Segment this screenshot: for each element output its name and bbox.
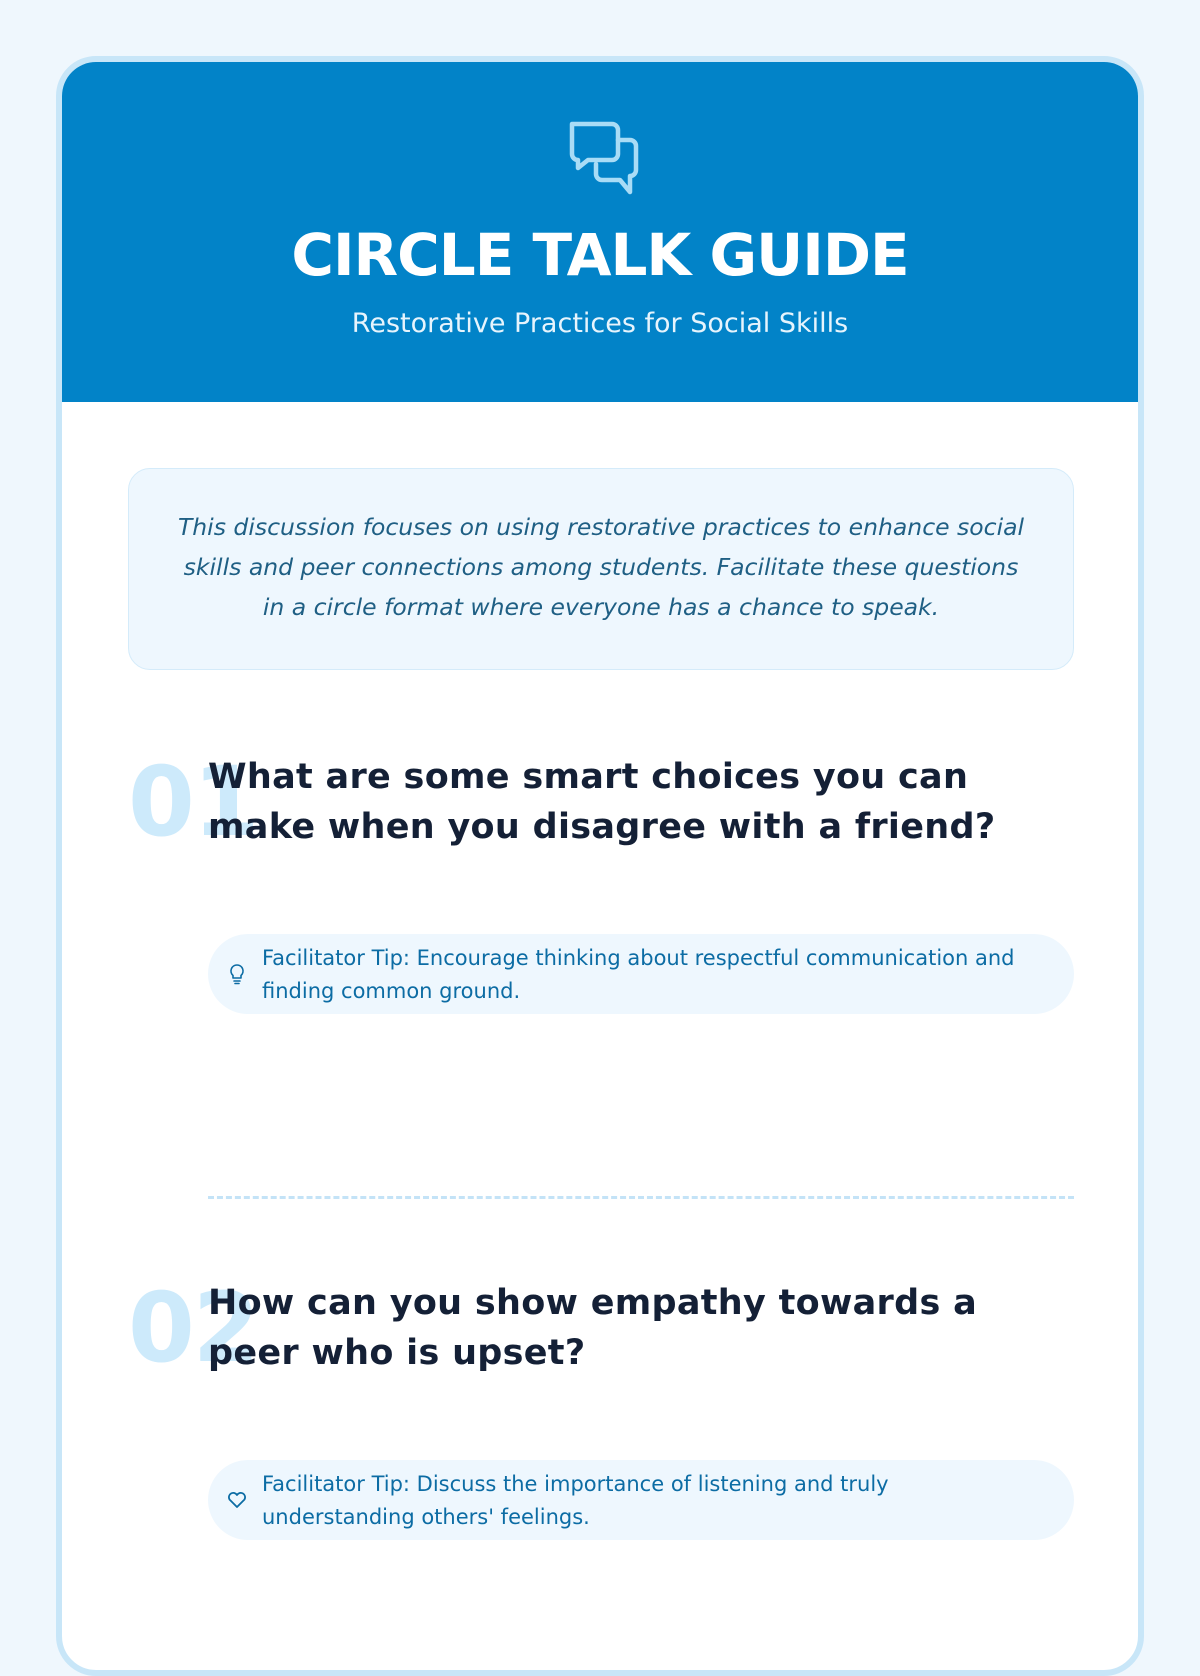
- page-title: CIRCLE TALK GUIDE: [291, 221, 909, 289]
- facilitator-tip: [208, 934, 1074, 1014]
- question-number: 02: [128, 1272, 258, 1384]
- question-text: What are some smart choices you can make when you disagree with a friend?: [208, 757, 996, 847]
- guide-card: [56, 56, 1144, 1676]
- heart-icon: [226, 1488, 248, 1512]
- intro-text: This discussion focuses on using restorative practices to enhance social skills and peer connections among students. Facilitate these questions in a circle format where everyone has a chance to speak.: [177, 513, 1025, 621]
- tip-text: Facilitator Tip: Encourage thinking about respectful communication and finding common ground.: [262, 946, 1015, 1003]
- tip-text: Facilitator Tip: Discuss the importance of listening and truly understanding others' feelings.: [262, 1472, 889, 1529]
- intro-box: [128, 468, 1074, 670]
- question-text: How can you show empathy towards a peer who is upset?: [208, 1283, 978, 1373]
- section-divider: [208, 1196, 1074, 1199]
- question-number: 01: [128, 746, 258, 858]
- facilitator-tip: [208, 1460, 1074, 1540]
- guide-header: [62, 62, 1138, 402]
- page-subtitle: Restorative Practices for Social Skills: [351, 308, 849, 339]
- lightbulb-icon: [226, 962, 248, 986]
- chat-bubbles-icon: [566, 120, 642, 196]
